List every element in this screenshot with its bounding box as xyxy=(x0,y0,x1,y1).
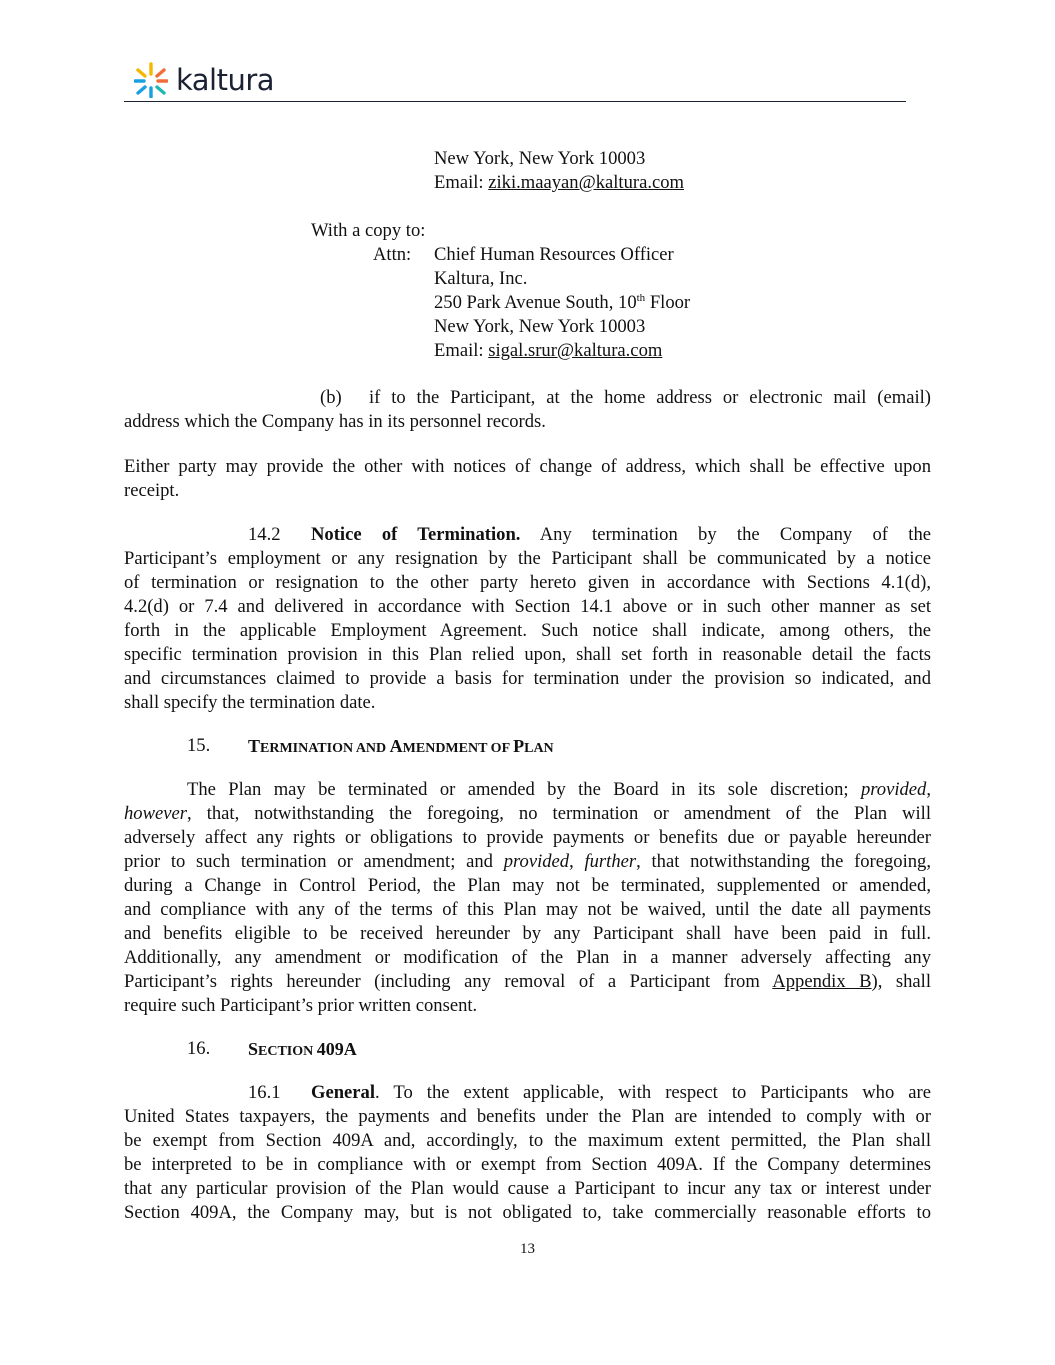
section-14-2-line: forth in the applicable Employment Agreement. Such notice shall indicate, among others, the xyxy=(124,620,931,641)
attn-name: Chief Human Resources Officer xyxy=(434,244,674,265)
section-16-1-line: be exempt from Section 409A and, accordingly, to the maximum extent permitted, the Plan shall xyxy=(124,1130,931,1151)
section-14-2-line: specific termination provision in this Plan relied upon, shall set forth in reasonable detail the facts xyxy=(124,644,931,665)
section-15-line-10: require such Participant’s prior written consent. xyxy=(124,995,478,1016)
address-street: 250 Park Avenue South, 10th Floor xyxy=(434,291,691,313)
change-address-line-2: receipt. xyxy=(124,480,180,501)
section-16-1-line-1: General. To the extent applicable, with respect to Participants who are xyxy=(311,1082,931,1103)
address-email-line-2: Email: sigal.srur@kaltura.com xyxy=(434,340,663,361)
appendix-b-link[interactable]: Appendix B xyxy=(772,971,872,992)
section-14-2-line: of termination or resignation to the other party hereto given in accordance with Sections 4.1(d), xyxy=(124,572,931,593)
section-14-2-line-1: Notice of Termination. Any termination by the Company of the xyxy=(311,524,931,545)
section-16-heading: SECTION 409A xyxy=(248,1039,357,1059)
clause-b-label: (b) xyxy=(320,387,342,408)
section-15-line-3: adversely affect any rights or obligations to provide payments or benefits due or payable hereunder xyxy=(124,827,931,848)
kaltura-logo-icon xyxy=(134,62,168,98)
section-15-line-6: and compliance with any of the terms of this Plan may not be waived, until the date all payments xyxy=(124,899,931,920)
copy-intro: With a copy to: xyxy=(311,220,426,241)
section-15-line-2: however, that, notwithstanding the foregoing, no termination or amendment of the Plan will xyxy=(124,803,931,824)
section-14-2-line: Participant’s employment or any resignation by the Participant shall be communicated by a notice xyxy=(124,548,931,569)
section-14-2-line: and circumstances claimed to provide a basis for termination under the provision so indicated, and xyxy=(124,668,931,689)
address-city-line-1: New York, New York 10003 xyxy=(434,148,646,169)
email-link-2[interactable]: sigal.srur@kaltura.com xyxy=(488,340,663,361)
section-14-2-title: Notice of Termination. xyxy=(311,524,521,545)
section-16-1-line: United States taxpayers, the payments and benefits under the Plan are intended to comply with or xyxy=(124,1106,931,1127)
header-rule xyxy=(124,101,906,102)
section-14-2-last-line: shall specify the termination date. xyxy=(124,692,376,713)
change-address-line-1: Either party may provide the other with notices of change of address, which shall be effective upon xyxy=(124,456,931,477)
section-15-number: 15. xyxy=(187,735,211,756)
logo-wordmark: kaltura xyxy=(176,63,275,97)
address-city-line-2: New York, New York 10003 xyxy=(434,316,646,337)
address-company: Kaltura, Inc. xyxy=(434,268,528,289)
section-14-2-number: 14.2 xyxy=(248,524,281,545)
section-15-line-1: The Plan may be terminated or amended by the Board in its sole discretion; provided, xyxy=(187,779,931,800)
address-email-line-1: Email: ziki.maayan@kaltura.com xyxy=(434,172,684,193)
section-16-number: 16. xyxy=(187,1038,211,1059)
section-14-2-line: 4.2(d) or 7.4 and delivered in accordance with Section 14.1 above or in such other manner as set xyxy=(124,596,931,617)
section-15-line-7: and benefits eligible to be received hereunder by any Participant shall have been paid in full. xyxy=(124,923,931,944)
clause-b-line-2: address which the Company has in its personnel records. xyxy=(124,411,546,432)
section-15-line-8: Additionally, any amendment or modification of the Plan in a manner adversely affecting any xyxy=(124,947,931,968)
attn-label: Attn: xyxy=(373,244,412,265)
section-15-heading: TERMINATION AND AMENDMENT OF PLAN xyxy=(248,736,554,756)
section-15-line-9: Participant’s rights hereunder (including any removal of a Participant from Appendix B), shall xyxy=(124,971,932,992)
page-number: 13 xyxy=(520,1241,535,1257)
section-16-1-line: Section 409A, the Company may, but is not obligated to, take commercially reasonable efforts to xyxy=(124,1202,931,1223)
section-16-1-line: that any particular provision of the Plan would cause a Participant to incur any tax or interest under xyxy=(124,1178,931,1199)
section-15-line-5: during a Change in Control Period, the Plan may not be terminated, supplemented or amended, xyxy=(124,875,931,896)
clause-b-line-1: if to the Participant, at the home address or electronic mail (email) xyxy=(369,387,931,408)
email-link-1[interactable]: ziki.maayan@kaltura.com xyxy=(488,172,684,193)
section-15-line-4: prior to such termination or amendment; and provided, further, that notwithstanding the foregoing, xyxy=(124,851,932,872)
section-16-1-line: be interpreted to be in compliance with or exempt from Section 409A. If the Company determines xyxy=(124,1154,931,1175)
section-16-1-title: General xyxy=(311,1082,376,1103)
section-16-1-number: 16.1 xyxy=(248,1082,281,1103)
